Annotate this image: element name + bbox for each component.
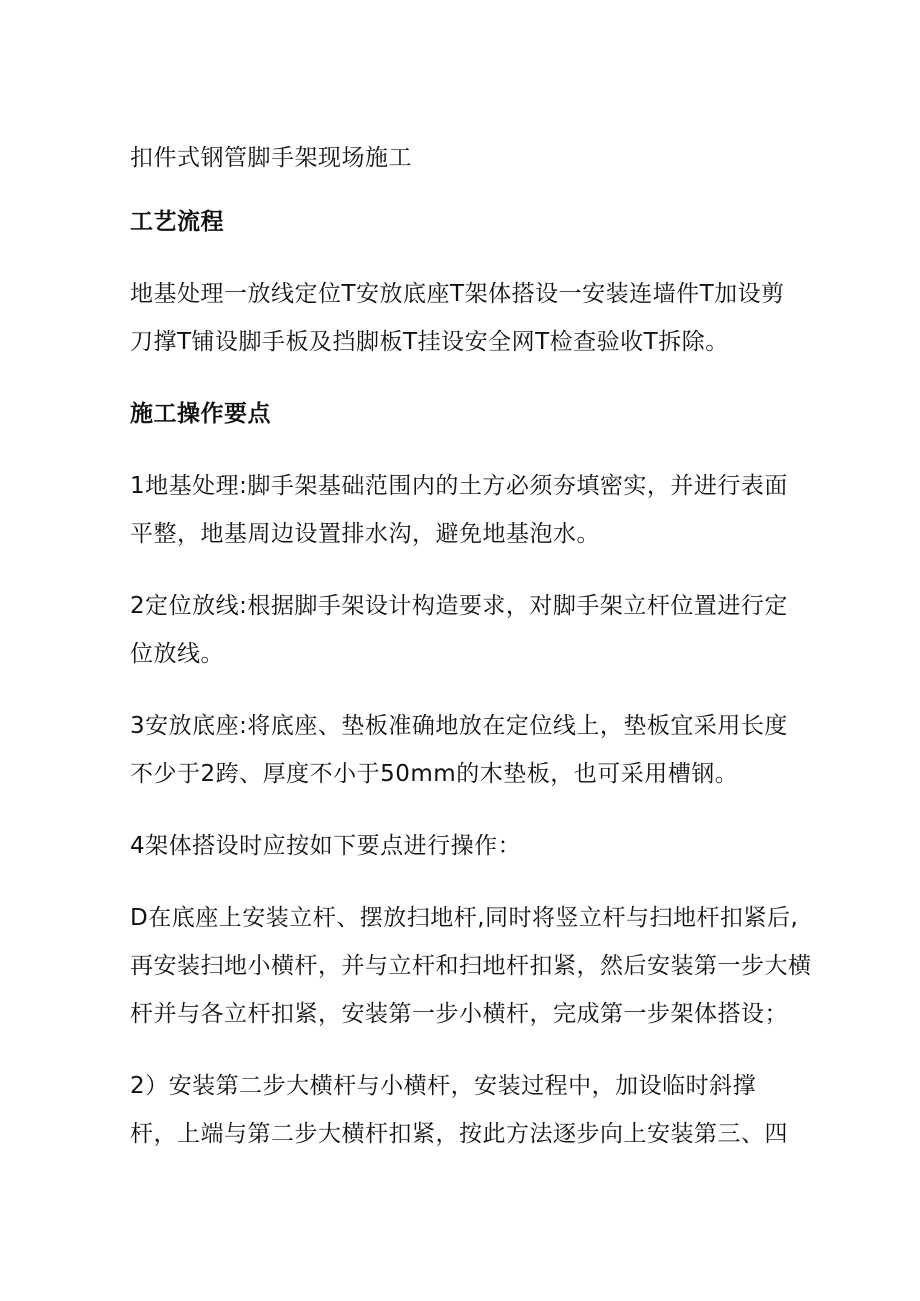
step2-line-1: 2）安装第二步大横杆与小横杆，安装过程中，加设临时斜撑 bbox=[130, 1073, 757, 1099]
point4-line-1: 4架体搭设时应按如下要点进行操作： bbox=[130, 833, 522, 859]
document-title: 扣件式钢管脚手架现场施工 bbox=[130, 145, 412, 171]
point3-line-1: 3安放底座:将底座、垫板准确地放在定位线上，垫板宜采用长度 bbox=[130, 713, 788, 739]
point1-line-1: 1地基处理:脚手架基础范围内的土方必须夯填密实，并进行表面 bbox=[130, 473, 788, 499]
section-heading-process: 工艺流程 bbox=[130, 209, 224, 235]
step1-line-3: 杆并与各立杆扣紧，安装第一步小横杆，完成第一步架体搭设； bbox=[130, 1001, 788, 1027]
section-heading-key-points: 施工操作要点 bbox=[130, 401, 271, 427]
flow-line-2: 刀撑T铺设脚手板及挡脚板T挂设安全网T检查验收T拆除。 bbox=[130, 329, 729, 355]
step1-line-2: 再安装扫地小横杆，并与立杆和扫地杆扣紧，然后安装第一步大横 bbox=[130, 953, 812, 979]
point1-line-2: 平整，地基周边设置排水沟，避免地基泡水。 bbox=[130, 521, 600, 547]
step2-line-2: 杆，上端与第二步大横杆扣紧，按此方法逐步向上安装第三、四 bbox=[130, 1121, 788, 1147]
point2-line-2: 位放线。 bbox=[130, 641, 224, 667]
step1-line-1: D在底座上安装立杆、摆放扫地杆,同时将竖立杆与扫地杆扣紧后, bbox=[130, 905, 799, 931]
point2-line-1: 2定位放线:根据脚手架设计构造要求，对脚手架立杆位置进行定 bbox=[130, 593, 788, 619]
flow-line-1: 地基处理一放线定位T安放底座T架体搭设一安装连墙件T加设剪 bbox=[130, 281, 785, 307]
point3-line-2: 不少于2跨、厚度不小于50mm的木垫板，也可采用槽钢。 bbox=[130, 761, 739, 787]
